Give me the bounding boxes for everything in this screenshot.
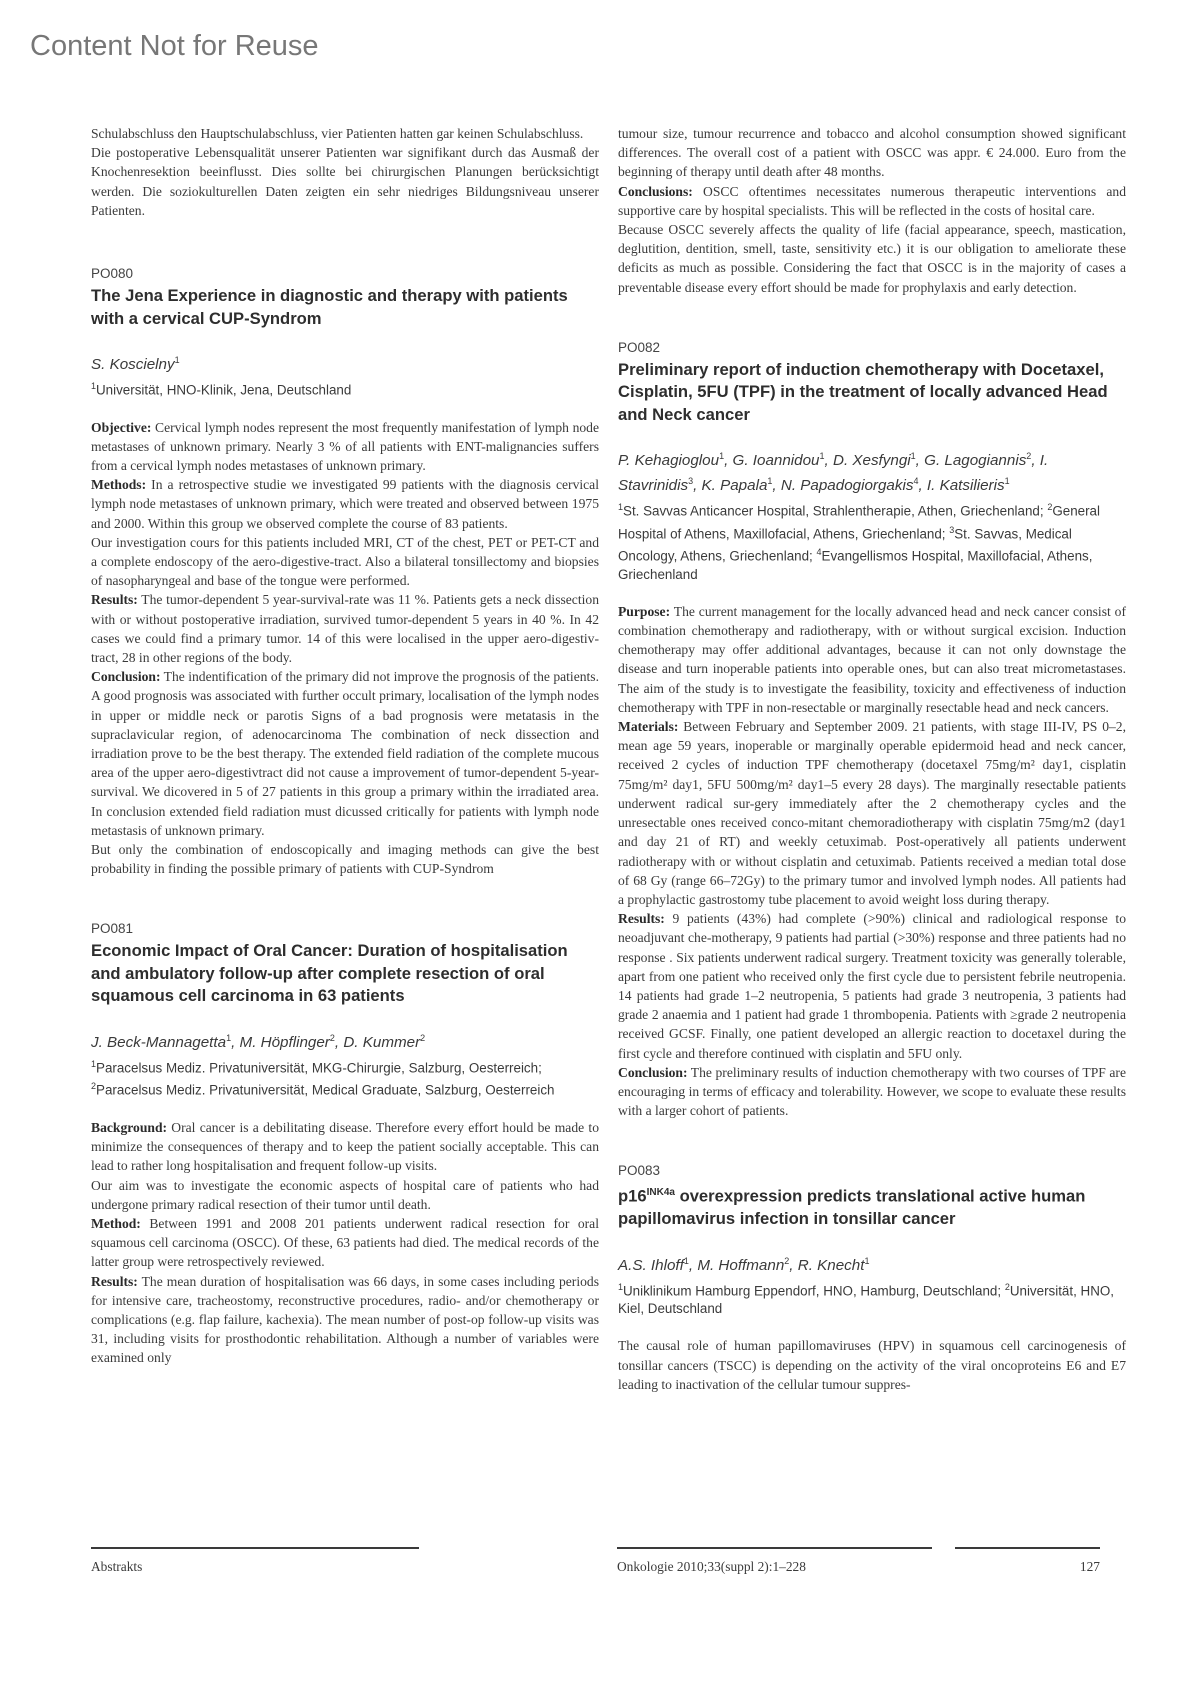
abstract-code: PO082	[618, 339, 661, 355]
section-conclusion: Conclusion: The indentification of the primary did not improve the prognosis of the patients. A good prognosis was associated with further occult primary, localisation of the lymph nodes in upper or middle neck or parotis Signs of a bad prognosis were metatasis in the supraclavicular region, of adenocarcinoma The combination of neck dissection and irradiation prove to be the best therapy. The extended field radiation of the complete mucous area of the upper aero-digestivtract did not cause a improvement of tumor-dependent 5-year-survival. We dicovered in 5 of 27 patients in this group a primary within the irradiated area. In conclusion extended field radiation must dicussed critically for patients with lymph node metastasis of unknown primary.	[91, 669, 599, 838]
affiliations: $^1$Universität, HNO-Klinik, Jena, Deutschland	[91, 381, 352, 398]
paragraph: But only the combination of endoscopically and imaging methods can give the best probability in finding the possible primary of patients with CUP-Syndrom	[91, 842, 599, 877]
abstract-body	[618, 602, 1126, 1120]
affiliations: $^1$St. Savvas Anticancer Hospital, Strahlentherapie, Athen, Griechenland; $^2$General Hospital of Athens, Maxillofacial, Athens, Griechenland; $^3$St. Savvas, Medical Oncology, Athens, Griechenland; $^4$Evangellismos Hospital, Maxillofacial, Athens, Griechenland	[618, 502, 1100, 582]
abstract-po081	[91, 920, 599, 1367]
author-list: S. Koscielny$^1$	[91, 355, 180, 374]
author: D. Kummer	[343, 1033, 421, 1051]
abstract-code: PO083	[618, 1163, 661, 1179]
footer-section-name: Abstrakts	[91, 1559, 143, 1574]
footer-rule-right	[955, 1547, 1100, 1549]
abstract-code: PO081	[91, 921, 134, 937]
section-background: Background: Oral cancer is a debilitating disease. Therefore every effort hould be made to minimize the consequences of therapy and to keep the patient socially acceptable. This can lead to rather long hospitalisation and frequent follow-up visits.	[91, 1119, 599, 1174]
continued-text	[618, 124, 1126, 297]
abstract-title: $p16^{INK4a}$ overexpression predicts translational active human papillomavirus infection in tonsillar cancer	[618, 1186, 1086, 1229]
author-list: P. Kehagioglou$^1$, G. Ioannidou$^1$, D. Xesfyngi$^1$, G. Lagogiannis$^2$, I. Stavrinidis$^3$, K. Papala$^1$, N. Papadogiorgakis$^4$, I. Katsilieris$^1$	[618, 451, 1049, 495]
abstract-po080	[91, 265, 599, 878]
paragraph: Die postoperative Lebensqualität unserer Patienten war signifikant durch das Ausmaß der Knochenresektion beeinflusst. Dies sollte bei chirurgischen Planungen berücksichtigt werden. Die soziokulturellen Daten zeigten ein sehr niedriges Bildungsniveau unserer Patienten.	[91, 145, 599, 218]
author-list: A.S. Ihloff$^1$, M. Hoffmann$^2$, R. Knecht$^1$	[618, 1255, 870, 1274]
paragraph: The causal role of human papillomaviruses (HPV) in squamous cell carcinogenesis of tonsillar cancers (TSCC) is depending on the activity of the viral oncoproteins E6 and E7 leading to inactivation of the cellular tumour suppres-	[618, 1338, 1126, 1392]
section-materials: Materials: Between February and September 2009. 21 patients, with stage III-IV, PS 0–2, mean age 59 years, inoperable or marginally operable epidermoid head and neck cancer, received 2 cycles of induction TPF chemotherapy (docetaxel 75mg/m² day1, cisplatin 75mg/m² day1, 5FU 500mg/m² day1–5 every 28 days). The marginally resectable patients underwent radical sur-gery immediately after the 2 chemotherapy cycles and the unresectable ones received conco-mitant chemoradiotherapy with cisplatin 75mg/m2 (day1 and day 21 of RT) and weekly cetuximab. Post-operatively all patients underwent radiotherapy with or without cisplatin and cetuximab. Patients received a median total dose of 68 Gy (range 66–72Gy) to the primary tumor and involved lymph nodes. All patients had a prophylactic gastrostomy tube placement to avoid weight loss during therapy.	[618, 719, 1126, 907]
section-results: Results: The tumor-dependent 5 year-survival-rate was 11 %. Patients gets a neck dissection with or without postoperative irradiation, survived tumor-dependent 5 years in 40 %. In 42 cases we could find a primary tumor. 14 of this were localised in the upper aero-digestiv-tract, 28 in other regions of the body.	[91, 592, 599, 665]
author: S. Koscielny	[91, 356, 175, 374]
affiliations: $^1$Uniklinikum Hamburg Eppendorf, HNO, Hamburg, Deutschland; $^2$Universität, HNO, Kiel, Deutschland	[618, 1281, 1114, 1317]
abstract-code: PO080	[91, 266, 134, 282]
footer-rule-left	[91, 1547, 419, 1549]
section-results: Results: The mean duration of hospitalisation was 66 days, in some cases including periods for intensive care, tracheostomy, reconstructive procedures, radio- and/or chemotherapy or complications (e.g. flap failure, kachexia). The mean number of post-op follow-up visits was 31, including visits for prosthodontic rehabilitation. Although a number of variables were examined only	[91, 1273, 599, 1366]
section-methods: Methods: In a retrospective studie we investigated 99 patients with the diagnosis cervical lymph node metastases of unknown primary, which were treated and observed between 1975 and 2000. Within this group we observed complete the course of 83 patients.	[91, 477, 599, 531]
footer-journal: Onkologie 2010;33(suppl 2):1–228	[617, 1559, 806, 1574]
section-results: Results: 9 patients (43%) had complete (>90%) clinical and radiological response to neoadjuvant che-motherapy, 9 patients had partial (>30%) response and three patients had no response . Six patients underwent radical surgery. Treatment toxicity was generally tolerable, apart from one patient who received only the first cycle due to persistent febrile neutropenia. 14 patients had grade 1–2 neutropenia, 5 patients had grade 3 neutropenia, 3 patients had grade 2 anaemia and 1 patient had grade 1 thrombopenia. Patients with ≥grade 2 neutropenia received GCSF. Finally, one patient developed an allergic reaction to docetaxel during the first cycle and therefore continued with cisplatin and 5FU only.	[618, 911, 1126, 1061]
abstract-title: Preliminary report of induction chemotherapy with Docetaxel, Cisplatin, 5FU (TPF) in the treatment of locally advanced Head and Neck cancer	[618, 359, 1108, 424]
section-conclusions: Conclusions: OSCC oftentimes necessitates numerous therapeutic interventions and supportive care by hospital specialists. This will be reflected in the costs of hosital care.	[618, 183, 1126, 218]
section-purpose: Purpose: The current management for the locally advanced head and neck cancer consist of combination chemotherapy and radiotherapy, with or without surgical excision. Induction chemotherapy may offer additional advantages, because it can not only downstage the disease and turn inoperable patients into operable ones, but can also treat micrometastases. The aim of the study is to investigate the feasibility, toxicity and effectiveness of induction chemotherapy with TPF in non-resectable or marginally resectable head and neck cancers.	[618, 603, 1126, 715]
author-list: J. Beck-Mannagetta$^1$, M. Höpflinger$^2$, D. Kummer$^2$	[91, 1032, 426, 1051]
paragraph: Schulabschluss den Hauptschulabschluss, vier Patienten hatten gar keinen Schulabschluss.	[91, 126, 584, 141]
section-method: Method: Between 1991 and 2008 201 patients underwent radical resection for oral squamous cell carcinoma (OSCC). Of these, 63 patients had died. The medical records of the latter group were retrospectively reviewed.	[91, 1215, 599, 1270]
paragraph: Our aim was to investigate the economic aspects of hospital care of patients who had undergone primary radical resection of their tumor until death.	[91, 1177, 599, 1212]
author: M. Höpflinger	[239, 1033, 330, 1051]
abstract-po082	[618, 339, 1126, 1121]
section-conclusion: Conclusion: The preliminary results of induction chemotherapy with two courses of TPF are encouraging in terms of efficacy and tolerability. However, we scope to evaluate these results with a larger cohort of patients.	[618, 1064, 1126, 1119]
abstract-po083	[618, 1162, 1126, 1394]
paragraph: Because OSCC severely affects the quality of life (facial appearance, speech, mastication, deglutition, dentition, smell, taste, sensitivity etc.) it is our obligation to ameliorate these deficits as much as possible. Considering the fact that OSCC is in the majority of cases a preventable disease every effort should be made for prophylaxis and early detection.	[618, 222, 1126, 295]
abstract-title: Economic Impact of Oral Cancer: Duration of hospitalisation and ambulatory follow-up after complete resection of oral squamous cell carcinoma in 63 patients	[91, 941, 568, 1006]
footer-rule-middle	[617, 1547, 932, 1549]
abstract-body	[91, 418, 599, 879]
affiliations: $^1$Paracelsus Mediz. Privatuniversität, MKG-Chirurgie, Salzburg, Oesterreich; $^2$Paracelsus Mediz. Privatuniversität, Medical Graduate, Salzburg, Oesterreich	[91, 1058, 555, 1098]
watermark: Content Not for Reuse	[30, 30, 319, 62]
abstract-body	[91, 1118, 599, 1368]
page-number: 127	[1079, 1559, 1100, 1574]
right-column	[618, 124, 1126, 1394]
paragraph: tumour size, tumour recurrence and tobacco and alcohol consumption showed significant differences. The overall cost of a patient with OSCC was appr. € 24.000. Euro from the beginning of therapy until death after 48 months.	[618, 126, 1126, 180]
abstract-title: The Jena Experience in diagnostic and therapy with patients with a cervical CUP-Syndrom	[91, 286, 568, 328]
paragraph: Our investigation cours for this patients included MRI, CT of the chest, PET or PET-CT and a complete endoscopy of the aero-digestive-tract. Also a bilateral tonsillectomy and biopsies of nasopharyngeal and base of the tongue were performed.	[91, 534, 599, 589]
author: J. Beck-Mannagetta	[91, 1033, 227, 1051]
continued-text	[91, 124, 599, 220]
abstract-body	[618, 1336, 1126, 1394]
left-column	[91, 124, 599, 1368]
section-objective: Objective: Cervical lymph nodes represent the most frequently manifestation of lymph node metastases of unknown primary. Nearly 3 % of all patients with ENT-malignancies suffers from a cervical lymph nodes metastases of unknown primary.	[91, 419, 599, 473]
